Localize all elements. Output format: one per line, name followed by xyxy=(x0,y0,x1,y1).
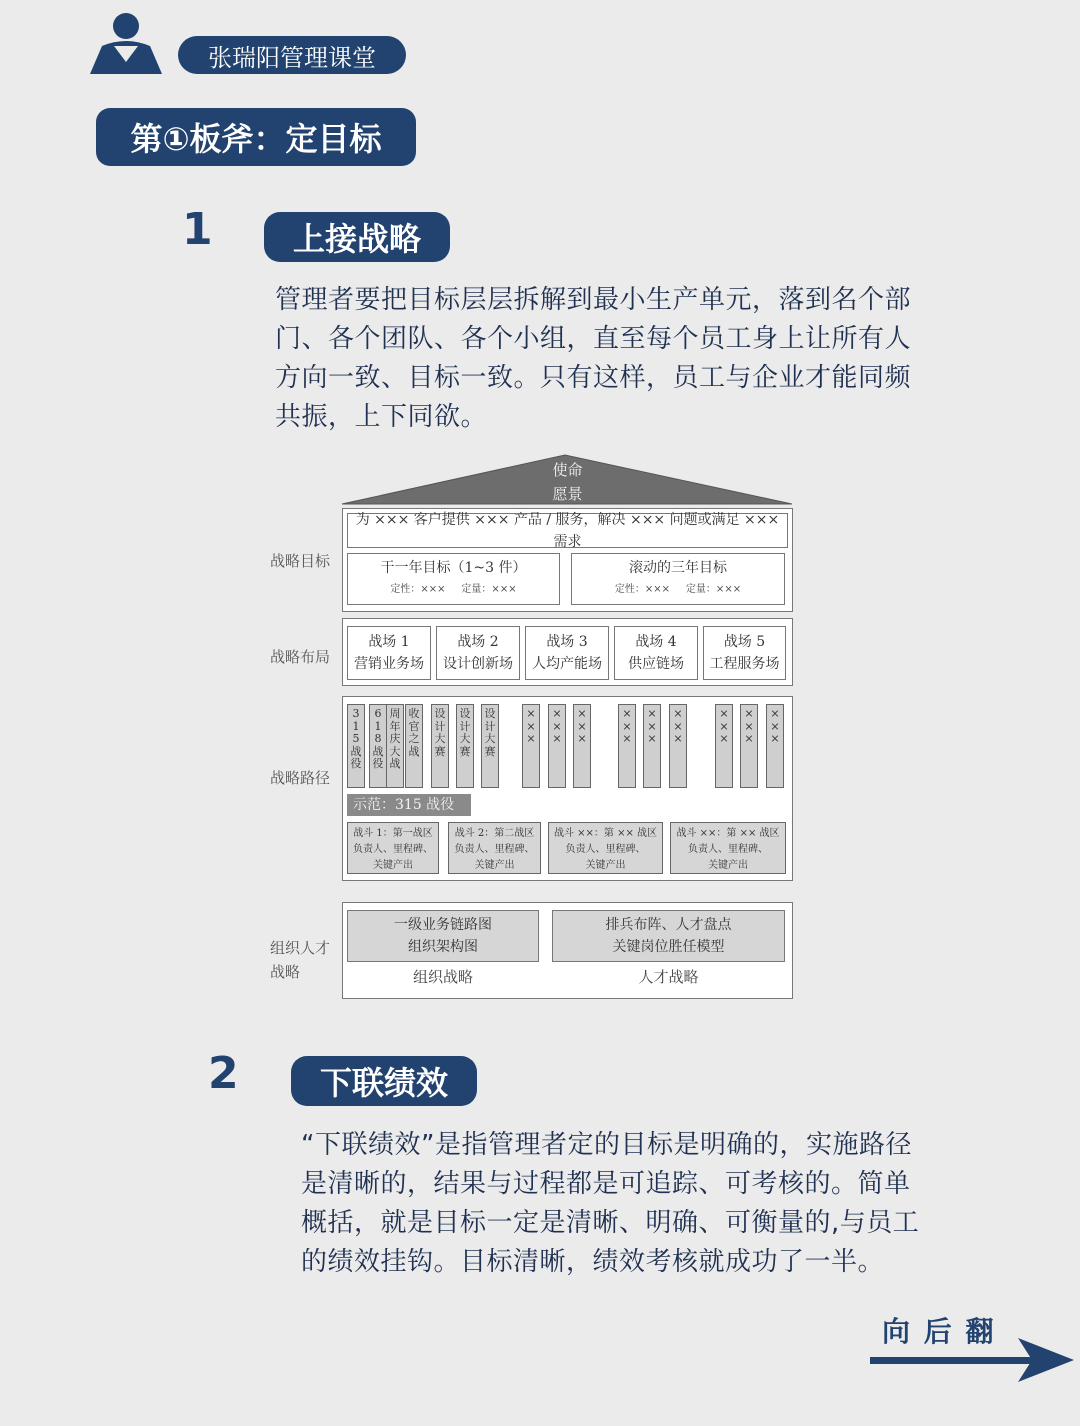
campaign-column: × × × xyxy=(766,704,784,788)
campaign-column: 设 计 大 赛 xyxy=(456,704,474,788)
campaign-column: × × × xyxy=(669,704,687,788)
brand-text: 张瑞阳管理课堂 xyxy=(208,43,376,72)
mission-statement: 为 ××× 客户提供 ××× 产品 / 服务，解决 ××× 问题或满足 ××× 需求 xyxy=(347,513,788,548)
user-icon xyxy=(88,12,164,76)
battlefield-5: 战场 5 工程服务场 xyxy=(703,626,786,680)
org-strategy-caption: 组织战略 xyxy=(412,968,473,986)
campaign-column: 收 官 之 战 xyxy=(405,704,423,788)
battlefield-4: 战场 4 供应链场 xyxy=(614,626,698,680)
battle-2: 战斗 2：第二战区 负责人、里程碑、 关键产出 xyxy=(448,822,541,874)
talent-strategy-caption: 人才战略 xyxy=(638,968,699,986)
campaign-column: × × × xyxy=(522,704,540,788)
arrow-right-icon[interactable] xyxy=(868,1334,1076,1386)
campaign-column: × × × xyxy=(618,704,636,788)
section1-number: 1 xyxy=(182,204,213,255)
label-org-talent: 组织人才 战略 xyxy=(270,939,331,981)
battle-4: 战斗 ××：第 ×× 战区 负责人、里程碑、 关键产出 xyxy=(670,822,786,874)
campaign-column: 设 计 大 赛 xyxy=(481,704,499,788)
campaign-column: × × × xyxy=(573,704,591,788)
label-strategic-path: 战略路径 xyxy=(270,769,331,787)
goal-three-year: 滚动的三年目标 定性：××× 定量：××× xyxy=(571,553,785,605)
roof-vision: 愿景 xyxy=(552,485,583,503)
page-title: 第①板斧：定目标 xyxy=(96,108,416,166)
goal-one-year: 干一年目标（1~3 件） 定性：××× 定量：××× xyxy=(347,553,560,605)
demo-label: 示范：315 战役 xyxy=(347,794,471,816)
campaign-column: 设 计 大 赛 xyxy=(431,704,449,788)
battlefield-3: 战场 3 人均产能场 xyxy=(525,626,609,680)
section2-heading: 下联绩效 xyxy=(291,1056,477,1106)
roof-mission: 使命 xyxy=(552,461,583,479)
campaign-column: × × × xyxy=(548,704,566,788)
battlefield-2: 战场 2 设计创新场 xyxy=(436,626,520,680)
next-page-label[interactable]: 向 后 翻 xyxy=(882,1315,996,1348)
campaign-column: 3 1 5 战 役 xyxy=(347,704,365,788)
battle-3: 战斗 ××：第 ×× 战区 负责人、里程碑、 关键产出 xyxy=(548,822,663,874)
section2-number: 2 xyxy=(208,1048,239,1099)
campaign-column: × × × xyxy=(643,704,661,788)
label-strategic-goal: 战略目标 xyxy=(270,552,331,570)
section2-paragraph: “下联绩效”是指管理者定的目标是明确的，实施路径是清晰的，结果与过程都是可追踪、可考核的。简单概括，就是目标一定是清晰、明确、可衡量的,与员工的绩效挂钩。目标清晰，绩效考核就成功了一半。 xyxy=(301,1130,920,1277)
org-strategy-box: 一级业务链路图 组织架构图 xyxy=(347,910,539,962)
section1-paragraph: 管理者要把目标层层拆解到最小生产单元，落到名个部门、各个团队、各个小组，直至每个员工身上让所有人方向一致、目标一致。只有这样，员工与企业才能同频共振，上下同欲。 xyxy=(275,285,912,432)
battle-1: 战斗 1：第一战区 负责人、里程碑、 关键产出 xyxy=(347,822,439,874)
campaign-column: 6 1 8 战 役 xyxy=(369,704,387,788)
battlefield-1: 战场 1 营销业务场 xyxy=(347,626,431,680)
campaign-column: 周 年 庆 大 战 xyxy=(386,704,404,788)
section1-heading: 上接战略 xyxy=(264,212,450,262)
strategy-house-diagram xyxy=(260,452,800,1004)
campaign-column: × × × xyxy=(715,704,733,788)
brand-badge xyxy=(178,36,406,74)
label-strategic-layout: 战略布局 xyxy=(270,648,331,666)
campaign-column: × × × xyxy=(740,704,758,788)
talent-strategy-box: 排兵布阵、人才盘点 关键岗位胜任模型 xyxy=(552,910,785,962)
